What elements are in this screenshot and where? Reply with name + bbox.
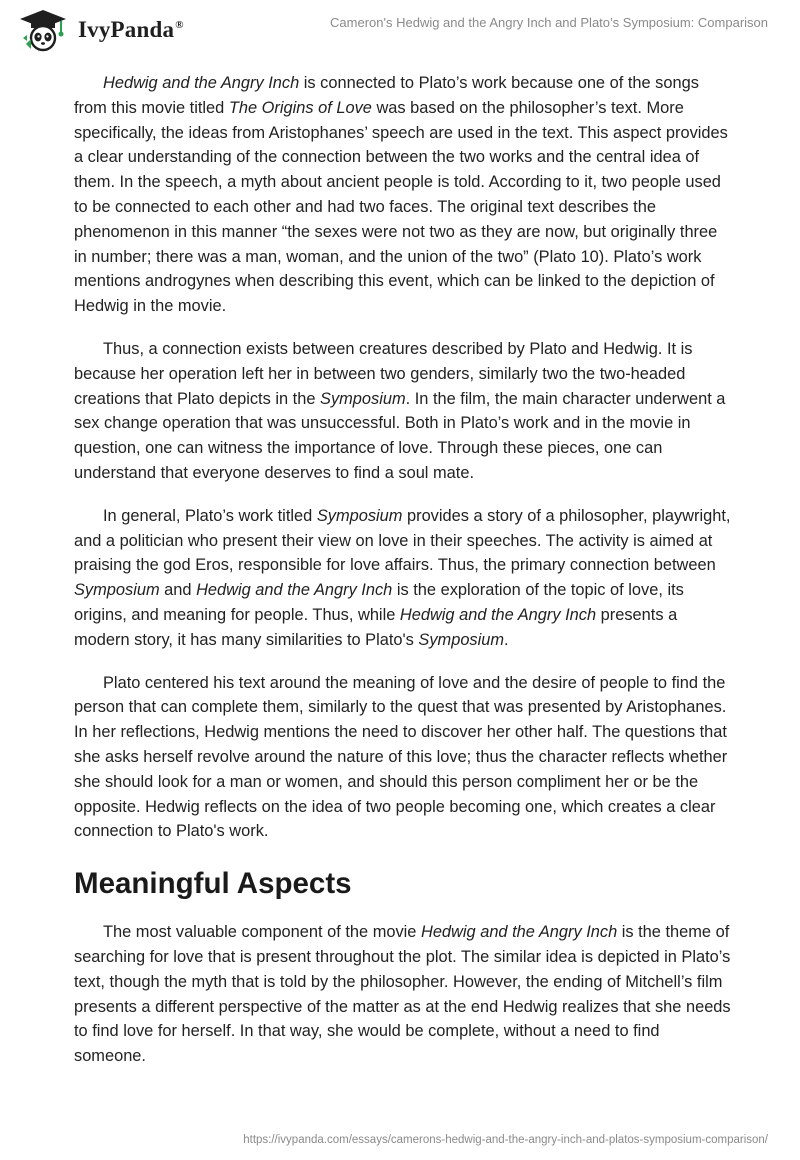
source-url[interactable]: https://ivypanda.com/essays/camerons-hedwig-and-the-angry-inch-and-platos-symposium-comparison/ xyxy=(243,1134,768,1146)
document-title: Cameron's Hedwig and the Angry Inch and Plato’s Symposium: Comparison xyxy=(330,15,768,30)
paragraph-2: Thus, a connection exists between creatures described by Plato and Hedwig. It is because her operation left her in between two genders, similarly two the two-headed creations that Plato depicts in the Symposium. In the film, the main character underwent a sex change operation that was unsuccessful. Both in Plato’s work and in the movie in question, one can witness the importance of love. Through these pieces, one can understand that everyone deserves to find a soul mate. xyxy=(74,339,726,482)
essay-content xyxy=(74,71,734,1087)
logo-wordmark: IvyPanda® xyxy=(78,17,184,42)
paragraph-1: Hedwig and the Angry Inch is connected to Plato’s work because one of the songs from this movie titled The Origins of Love was based on the philosopher’s text. More specifically, the ideas from Aristophanes’ speech are used in the text. This aspect provides a clear understanding of the connection between the two works and the central idea of them. In the speech, a myth about ancient people is told. According to it, two people used to be connected to each other and had two faces. The original text describes the phenomenon in this manner “the sexes were not two as they are now, but originally three in number; there was a man, woman, and the union of the two” (Plato 10). Plato’s work mentions androgynes when describing this event, which can be linked to the depiction of Hedwig in the movie. xyxy=(74,74,728,316)
paragraph-3: In general, Plato’s work titled Symposium provides a story of a philosopher, playwright, and a politician who present their view on love in their speeches. The activity is aimed at praising the god Eros, responsible for love affairs. Thus, the primary connection between Symposium and Hedwig and the Angry Inch is the exploration of the topic of love, its origins, and meaning for people. Thus, while Hedwig and the Angry Inch presents a modern story, it has many similarities to Plato's Symposium. xyxy=(74,506,731,649)
section-heading: Meaningful Aspects xyxy=(74,867,352,901)
paragraph-4: Plato centered his text around the meaning of love and the desire of people to find the person that can complete them, similarly to the quest that was presented by Aristophanes. In her reflections, Hedwig mentions the need to discover her other half. The questions that she asks herself revolve around the nature of this love; thus the character reflects whether she should look for a man or women, and should this person compliment her or be the opposite. Hedwig reflects on the idea of two people becoming one, which creates a clear connection to Plato's work. xyxy=(74,673,728,841)
paragraph-5: The most valuable component of the movie Hedwig and the Angry Inch is the theme of searching for love that is present throughout the plot. The similar idea is depicted in Plato’s text, though the myth that is told by the philosopher. However, the ending of Mitchell’s film presents a different perspective of the matter as at the end Hedwig realizes that she needs to find love for herself. In that way, she would be complete, without a need to find someone. xyxy=(74,923,731,1066)
panda-graduate-icon xyxy=(14,8,72,52)
ivypanda-logo[interactable] xyxy=(14,8,184,52)
page-header xyxy=(0,0,800,64)
